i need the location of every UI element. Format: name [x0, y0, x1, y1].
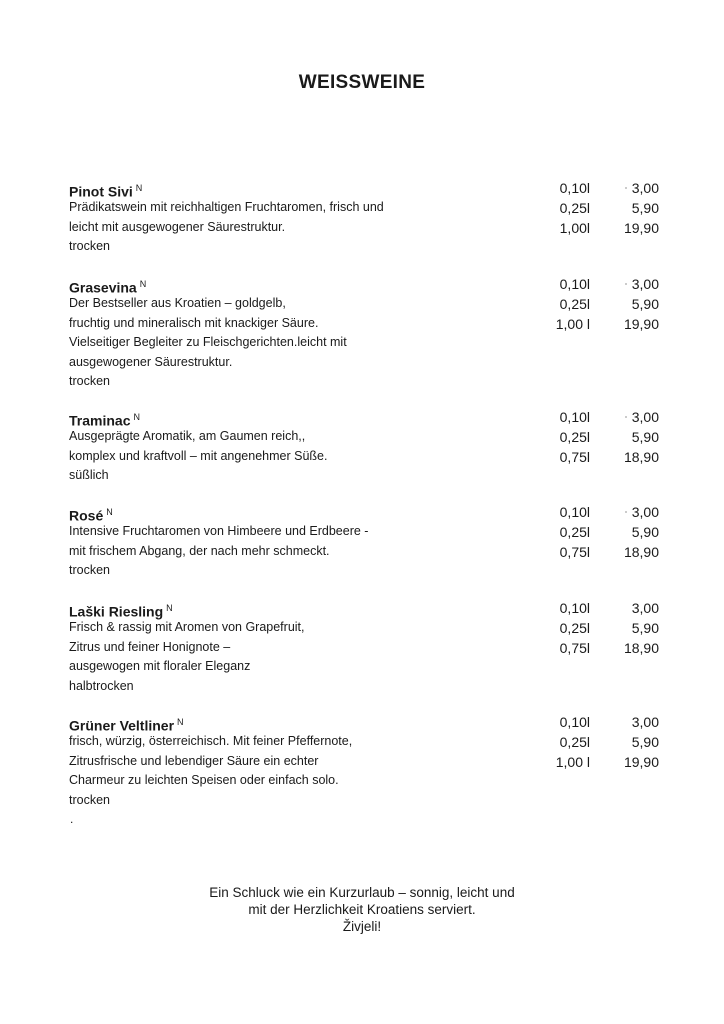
volume: 0,10l [559, 600, 590, 616]
description-line: Charmeur zu leichten Speisen oder einfach solo. [69, 773, 339, 787]
wine-item [69, 712, 659, 810]
volume: 0,75l [559, 544, 590, 560]
price: 5,90 [631, 734, 659, 750]
price: 19,90 [623, 754, 659, 770]
volume: 0,10l [559, 409, 590, 425]
price-row [539, 198, 659, 218]
volume: 0,75l [559, 449, 590, 465]
price-row [539, 618, 659, 638]
wine-name-text: Grüner Veltliner [69, 717, 175, 734]
price: 5,90 [631, 429, 659, 445]
price-list [539, 712, 659, 772]
description-line: Prädikatswein mit reichhaltigen Fruchtaromen, frisch und [69, 200, 384, 214]
description-line: Zitrusfrische und lebendiger Säure ein echter [69, 753, 319, 768]
volume: 0,10l [559, 180, 590, 196]
price: 3,00 [631, 600, 659, 616]
description-line: Vielseitiger Begleiter zu Fleischgerichten.leicht mit [69, 335, 347, 349]
footer-toast: Živjeli! [342, 919, 382, 934]
price: 5,90 [631, 620, 659, 636]
price: 18,90 [623, 544, 659, 560]
volume: 1,00 l [555, 754, 590, 770]
description-line: süßlich [69, 468, 109, 482]
wine-name-text: Pinot Sivi [69, 183, 133, 200]
price-row [539, 178, 659, 198]
volume: 0,10l [559, 504, 590, 520]
price-row [539, 427, 659, 447]
price: 3,00 [631, 714, 659, 730]
volume: 0,25l [559, 200, 590, 216]
wine-item [69, 178, 659, 257]
price-row [539, 502, 659, 522]
wine-mark: N [166, 603, 173, 613]
wine-item [69, 407, 659, 486]
page-title: WEISSWEINE [298, 72, 426, 93]
price-row [539, 522, 659, 542]
price: 3,00 [631, 180, 659, 196]
price-row [539, 447, 659, 467]
volume: 1,00l [559, 220, 590, 236]
price: 5,90 [631, 200, 659, 216]
wine-item [69, 598, 659, 696]
description-line: Zitrus und feiner Honignote – [69, 639, 231, 654]
volume: 0,75l [559, 640, 590, 656]
price: 18,90 [623, 449, 659, 465]
price-row [539, 294, 659, 314]
price-row [539, 218, 659, 238]
volume: 0,25l [559, 524, 590, 540]
description-line: frisch, würzig, österreichisch. Mit feiner Pfeffernote, [69, 734, 353, 748]
wine-item [69, 502, 659, 581]
wine-mark: N [133, 412, 140, 422]
price-row [539, 274, 659, 294]
footer-line: mit der Herzlichkeit Kroatiens serviert. [248, 902, 476, 917]
price: 3,00 [631, 276, 659, 292]
description-line: fruchtig und mineralisch mit knackiger Säure. [69, 315, 319, 330]
price-row [539, 638, 659, 658]
price-list [539, 274, 659, 334]
volume: 0,10l [559, 276, 590, 292]
wine-name-text: Laški Riesling [69, 603, 164, 620]
description-line: mit frischem Abgang, der nach mehr schmeckt. [69, 543, 330, 558]
price-list [539, 178, 659, 238]
price-row [539, 407, 659, 427]
footer-note [0, 884, 724, 935]
volume: 1,00 l [555, 316, 590, 332]
volume: 0,25l [559, 429, 590, 445]
price: 18,90 [623, 640, 659, 656]
description-line: trocken [69, 563, 110, 577]
price: 5,90 [631, 524, 659, 540]
price-row [539, 542, 659, 562]
description-line: Intensive Fruchtaromen von Himbeere und Erdbeere - [69, 524, 369, 538]
price-row [539, 712, 659, 732]
volume: 0,25l [559, 620, 590, 636]
wine-mark: N [106, 507, 113, 517]
description-line: Der Bestseller aus Kroatien – goldgelb, [69, 296, 286, 310]
description-line: trocken [69, 792, 110, 807]
volume: 0,25l [559, 296, 590, 312]
description-line: trocken [69, 239, 110, 253]
description-line: leicht mit ausgewogener Säurestruktur. [69, 219, 286, 234]
price: 5,90 [631, 296, 659, 312]
price: 3,00 [631, 409, 659, 425]
price-row [539, 732, 659, 752]
wine-item [69, 274, 659, 392]
description-line: komplex und kraftvoll – mit angenehmer Süße. [69, 448, 328, 463]
description-line: trocken [69, 374, 110, 388]
description-line: Frisch & rassig mit Aromen von Grapefruit, [69, 620, 305, 634]
price-list [539, 598, 659, 658]
price: 19,90 [623, 316, 659, 332]
description-line: ausgewogen mit floraler Eleganz [69, 659, 251, 673]
wine-mark: N [139, 279, 147, 289]
price: 3,00 [631, 504, 659, 520]
price-row [539, 752, 659, 772]
description-line: ausgewogener Säurestruktur. [69, 354, 233, 369]
wine-mark: N [135, 183, 143, 193]
footer-line: Ein Schluck wie ein Kurzurlaub – sonnig, leicht und [209, 885, 515, 900]
volume: 0,10l [559, 714, 590, 730]
price: 19,90 [623, 220, 659, 236]
volume: 0,25l [559, 734, 590, 750]
price-row [539, 314, 659, 334]
price-list [539, 502, 659, 562]
wine-mark: N [177, 717, 184, 727]
wine-name-text: Traminac [69, 412, 131, 429]
wine-name-text: Grasevina [69, 279, 137, 296]
wine-name-text: Rosé [69, 507, 104, 524]
stray-mark: . [70, 812, 74, 826]
price-row [539, 598, 659, 618]
description-line: halbtrocken [69, 678, 134, 693]
description-line: Ausgeprägte Aromatik, am Gaumen reich,, [69, 429, 306, 443]
price-list [539, 407, 659, 467]
